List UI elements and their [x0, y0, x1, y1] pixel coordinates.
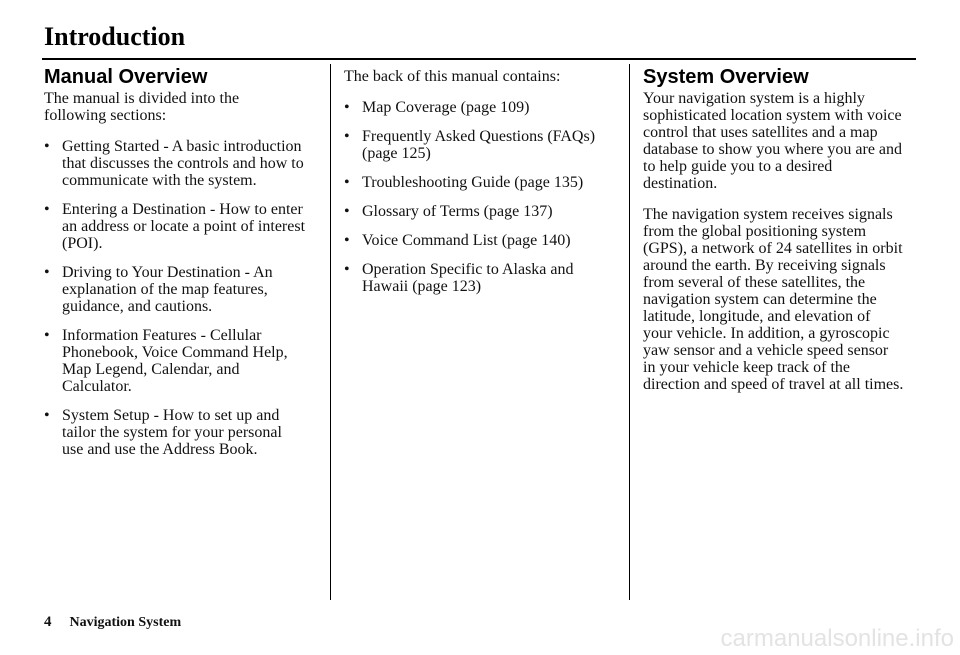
bullet-icon: •	[44, 407, 50, 424]
list-item-text: Glossary of Terms (page 137)	[362, 203, 553, 220]
manual-overview-heading: Manual Overview	[44, 66, 208, 88]
list-item	[344, 203, 622, 220]
page-title: Introduction	[44, 22, 186, 51]
column-divider	[330, 64, 331, 600]
list-item-text: Entering a Destination - How to enter an address or locate a point of interest (POI).	[62, 201, 306, 252]
bullet-icon: •	[344, 261, 350, 278]
column-divider	[629, 64, 630, 600]
bullet-icon: •	[344, 99, 350, 116]
list-item-text: Map Coverage (page 109)	[362, 99, 530, 116]
page-footer	[44, 614, 181, 631]
list-item-text: Frequently Asked Questions (FAQs) (page 125)	[362, 128, 596, 162]
list-item	[344, 99, 622, 116]
bullet-icon: •	[44, 138, 50, 155]
list-item-text: Troubleshooting Guide (page 135)	[362, 174, 584, 191]
list-item-text: System Setup - How to set up and tailor the system for your personal use and use the Address Book.	[62, 407, 282, 458]
bullet-icon: •	[44, 201, 50, 218]
watermark: carmanualsonline.info	[720, 625, 954, 652]
footer-label: Navigation System	[69, 615, 182, 630]
list-item-text: Information Features - Cellular Phonebook, Voice Command Help, Map Legend, Calendar, and Calculator.	[62, 327, 288, 395]
list-item-text: Driving to Your Destination - An explanation of the map features, guidance, and cautions.	[62, 264, 273, 315]
bullet-icon: •	[344, 128, 350, 145]
list-item	[344, 232, 622, 249]
list-item	[44, 327, 322, 395]
manual-overview-intro: The manual is divided into the following sections:	[44, 90, 240, 124]
list-item	[44, 407, 322, 458]
bullet-icon: •	[344, 232, 350, 249]
back-of-manual-list	[344, 99, 622, 295]
system-overview-paragraph: Your navigation system is a highly sophisticated location system with voice control that uses satellites and a map database to show you where you are and to help guide you to a desired destination.	[643, 90, 903, 192]
system-overview-column	[643, 64, 923, 407]
bullet-icon: •	[344, 203, 350, 220]
list-item-text: Getting Started - A basic introduction that discusses the controls and how to communicate with the system.	[62, 138, 304, 189]
list-item	[344, 128, 622, 162]
list-item	[44, 138, 322, 189]
bullet-icon: •	[44, 327, 50, 344]
list-item	[44, 264, 322, 315]
back-of-manual-intro: The back of this manual contains:	[344, 68, 561, 85]
title-rule	[42, 58, 916, 60]
bullet-icon: •	[344, 174, 350, 191]
list-item	[344, 174, 622, 191]
manual-sections-list	[44, 138, 322, 458]
bullet-icon: •	[44, 264, 50, 281]
back-of-manual-column	[344, 64, 622, 307]
system-overview-paragraph: The navigation system receives signals from the global positioning system (GPS), a network of 24 satellites in orbit around the earth. By receiving signals from several of these satellites, the navigation system can determine the latitude, longitude, and elevation of your vehicle. In addition, a gyroscopic yaw sensor and a vehicle speed sensor in your vehicle keep track of the direction and speed of travel at all times.	[643, 206, 904, 393]
manual-overview-column	[44, 64, 322, 470]
list-item-text: Voice Command List (page 140)	[362, 232, 571, 249]
list-item-text: Operation Specific to Alaska and Hawaii (page 123)	[362, 261, 574, 295]
list-item	[44, 201, 322, 252]
system-overview-heading: System Overview	[643, 66, 809, 88]
page-number: 4	[44, 614, 52, 630]
list-item	[344, 261, 622, 295]
